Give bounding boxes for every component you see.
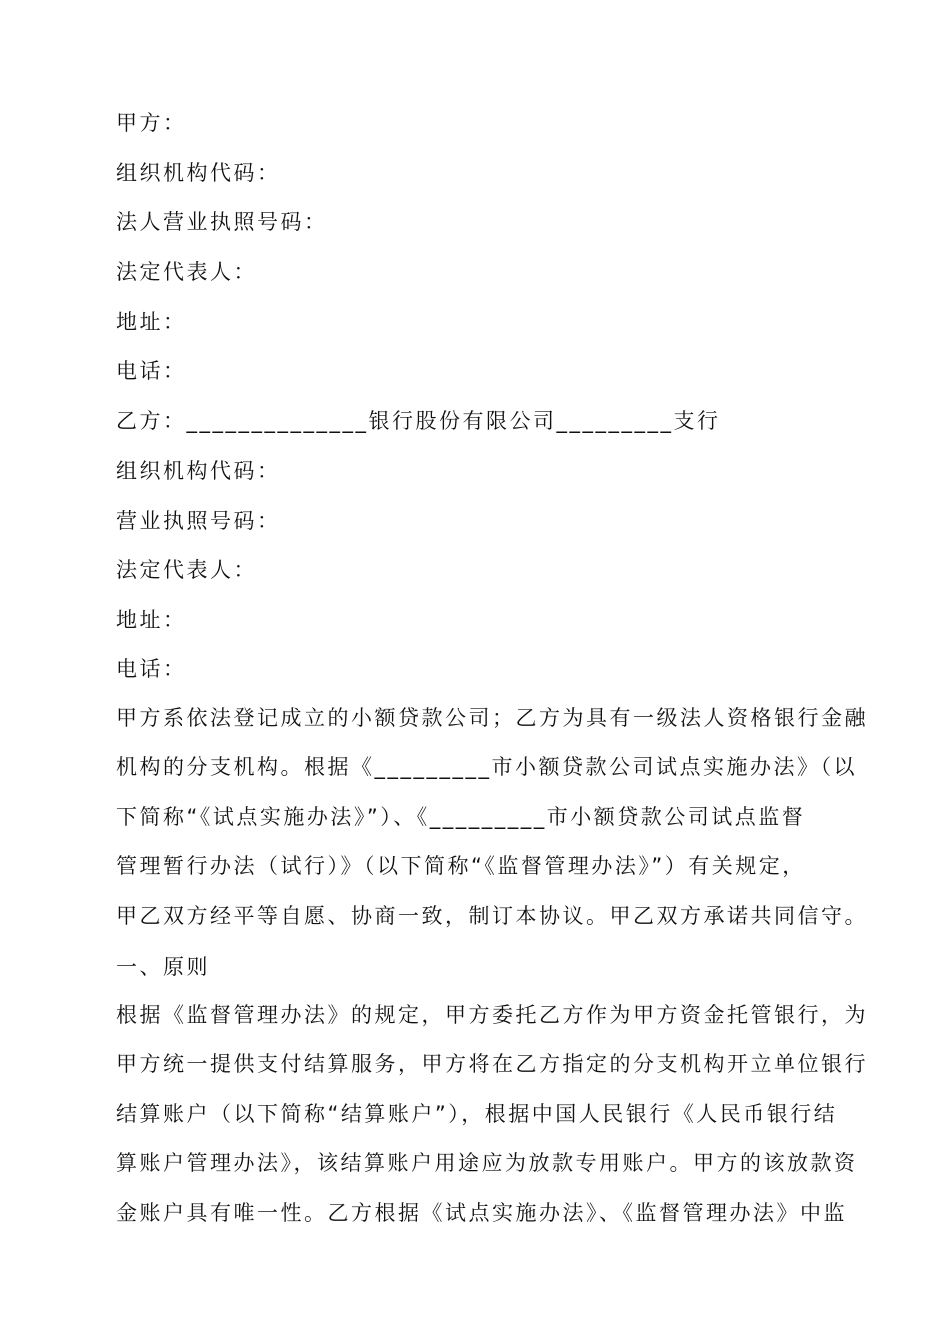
preamble-paragraph xyxy=(116,694,868,941)
party-b-address: 地址： xyxy=(116,608,187,632)
preamble-line: 机构的分支机构。根据《_________市小额贷款公司试点实施办法》（以 xyxy=(116,755,857,780)
section-1-line: 根据《监督管理办法》的规定，甲方委托乙方作为甲方资金托管银行，为 xyxy=(116,1003,868,1027)
section-1-heading: 一、原则 xyxy=(116,955,210,979)
preamble-line: 下简称“《试点实施办法》”）、《_________市小额贷款公司试点监督 xyxy=(116,804,806,829)
party-a-title: 甲方： xyxy=(116,111,187,135)
party-a-org-code: 组织机构代码： xyxy=(116,161,281,185)
section-1-line: 金账户具有唯一性。乙方根据《试点实施办法》、《监督管理办法》中监 xyxy=(116,1200,847,1225)
party-a-legal-rep: 法定代表人： xyxy=(116,260,257,284)
section-1-line: 甲方统一提供支付结算服务，甲方将在乙方指定的分支机构开立单位银行 xyxy=(116,1052,868,1077)
party-b-title: 乙方：______________银行股份有限公司_________支行 xyxy=(116,409,721,433)
party-a-phone: 电话： xyxy=(116,359,187,383)
party-a-address: 地址： xyxy=(116,310,187,334)
party-b-legal-rep: 法定代表人： xyxy=(116,558,257,582)
party-b-org-code: 组织机构代码： xyxy=(116,459,281,483)
section-1-line: 算账户管理办法》，该结算账户用途应为放款专用账户。甲方的该放款资 xyxy=(116,1151,858,1176)
party-b-phone: 电话： xyxy=(116,657,187,681)
section-1-line: 结算账户（以下简称“结算账户”），根据中国人民银行《人民币银行结 xyxy=(116,1101,838,1126)
party-b-license-no: 营业执照号码： xyxy=(116,509,281,533)
preamble-line: 管理暂行办法（试行）》（以下简称“《监督管理办法》”）有关规定， xyxy=(116,854,806,879)
party-a-license-no: 法人营业执照号码： xyxy=(116,210,328,234)
preamble-line: 甲乙双方经平等自愿、协商一致，制订本协议。甲乙双方承诺共同信守。 xyxy=(116,903,868,928)
preamble-line: 甲方系依法登记成立的小额贷款公司；乙方为具有一级法人资格银行金融 xyxy=(116,706,868,730)
section-1-paragraph xyxy=(116,991,868,1238)
